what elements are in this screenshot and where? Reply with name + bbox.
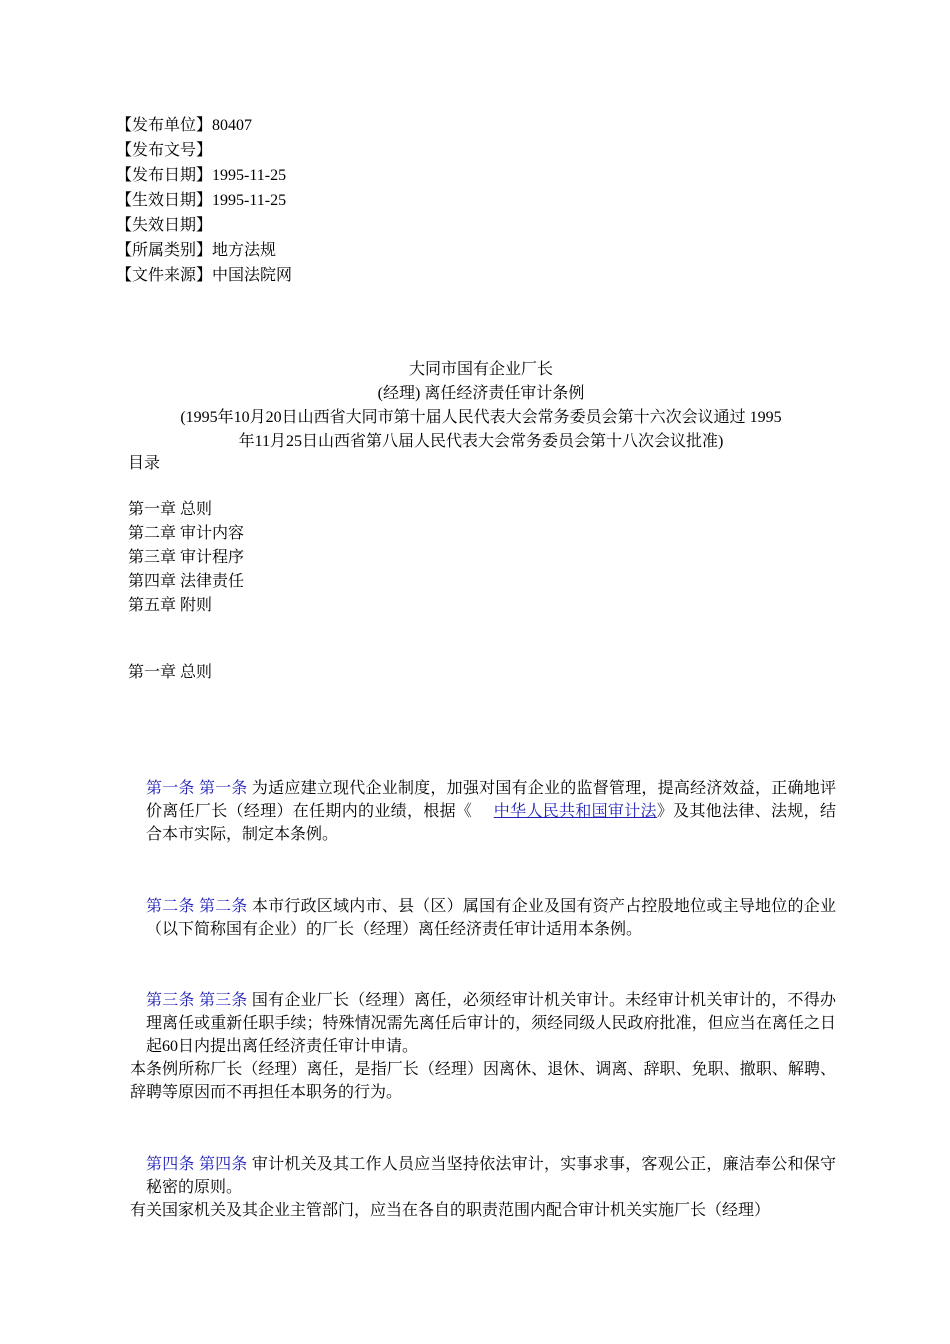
article-paragraph: 有关国家机关及其企业主管部门，应当在各自的职责范围内配合审计机关实施厂长（经理）: [130, 1202, 771, 1219]
article-text: 国有企业厂长（经理）离任，必须经审计机关审计。未经审计机关审计的，不得办理离任或重新任职手续；特殊情况需先离任后审计的，须经同级人民政府批准，但应当在离任之日起60日内提出离任经济责任审计申请。: [146, 992, 836, 1055]
toc-item: 第一章 总则: [128, 501, 213, 518]
title-line-3: (1995年10月20日山西省大同市第十届人民代表大会常务委员会第十六次会议通过 1995: [180, 409, 782, 426]
meta-effective-date: 【生效日期】1995-11-25: [116, 192, 287, 209]
article-text: 为适应建立现代企业制度，加强对国有企业的监督管理，提高经济效益，正确地评价离任厂长（经理）在任期内的业绩，根据《: [146, 780, 836, 820]
article-label[interactable]: 第三条: [198, 992, 248, 1009]
table-of-contents: [128, 452, 244, 618]
toc-heading: 目录: [128, 455, 161, 472]
title-line-2: (经理) 离任经济责任审计条例: [377, 385, 585, 402]
article-label[interactable]: 第三条: [146, 992, 195, 1009]
metadata-block: [116, 113, 292, 288]
title-line-1: 大同市国有企业厂长: [408, 361, 553, 378]
article-3: [124, 989, 836, 1104]
article-label[interactable]: 第一条: [146, 780, 195, 797]
chapter-heading: 第一章 总则: [128, 664, 213, 681]
toc-item: 第五章 附则: [128, 597, 213, 614]
article-text: 》及其他法律、法规，结合本市实际，制定本条例。: [146, 803, 836, 843]
title-line-4: 年11月25日山西省第八届人民代表大会常务委员会第十八次会议批准): [238, 433, 724, 450]
meta-expiry-date: 【失效日期】: [116, 217, 213, 234]
toc-item: 第三章 审计程序: [128, 549, 245, 566]
meta-category: 【所属类别】地方法规: [116, 242, 277, 259]
article-4: [124, 1153, 836, 1222]
article-text: 审计机关及其工作人员应当坚持依法审计，实事求事，客观公正，廉洁奉公和保守秘密的原则。: [146, 1156, 836, 1196]
article-paragraph: 本条例所称厂长（经理）离任，是指厂长（经理）因离休、退休、调离、辞职、免职、撤职、解聘、辞聘等原因而不再担任本职务的行为。: [130, 1061, 836, 1101]
article-1: [124, 777, 836, 846]
law-link[interactable]: 中华人民共和国审计法: [493, 803, 657, 820]
meta-issuer: 【发布单位】80407: [116, 117, 253, 134]
article-label[interactable]: 第二条: [146, 898, 195, 915]
article-label[interactable]: 第一条: [198, 780, 248, 797]
toc-item: 第二章 审计内容: [128, 525, 245, 542]
meta-source: 【文件来源】中国法院网: [116, 267, 293, 284]
article-text: 本市行政区域内市、县（区）属国有企业及国有资产占控股地位或主导地位的企业（以下简称国有企业）的厂长（经理）离任经济责任审计适用本条例。: [146, 898, 836, 938]
document-title: [120, 358, 842, 454]
article-2: [124, 895, 836, 941]
article-label[interactable]: 第四条: [146, 1156, 195, 1173]
article-label[interactable]: 第四条: [198, 1156, 248, 1173]
article-label[interactable]: 第二条: [198, 898, 248, 915]
meta-issue-date: 【发布日期】1995-11-25: [116, 167, 287, 184]
toc-item: 第四章 法律责任: [128, 573, 245, 590]
meta-doc-no: 【发布文号】: [116, 142, 213, 159]
